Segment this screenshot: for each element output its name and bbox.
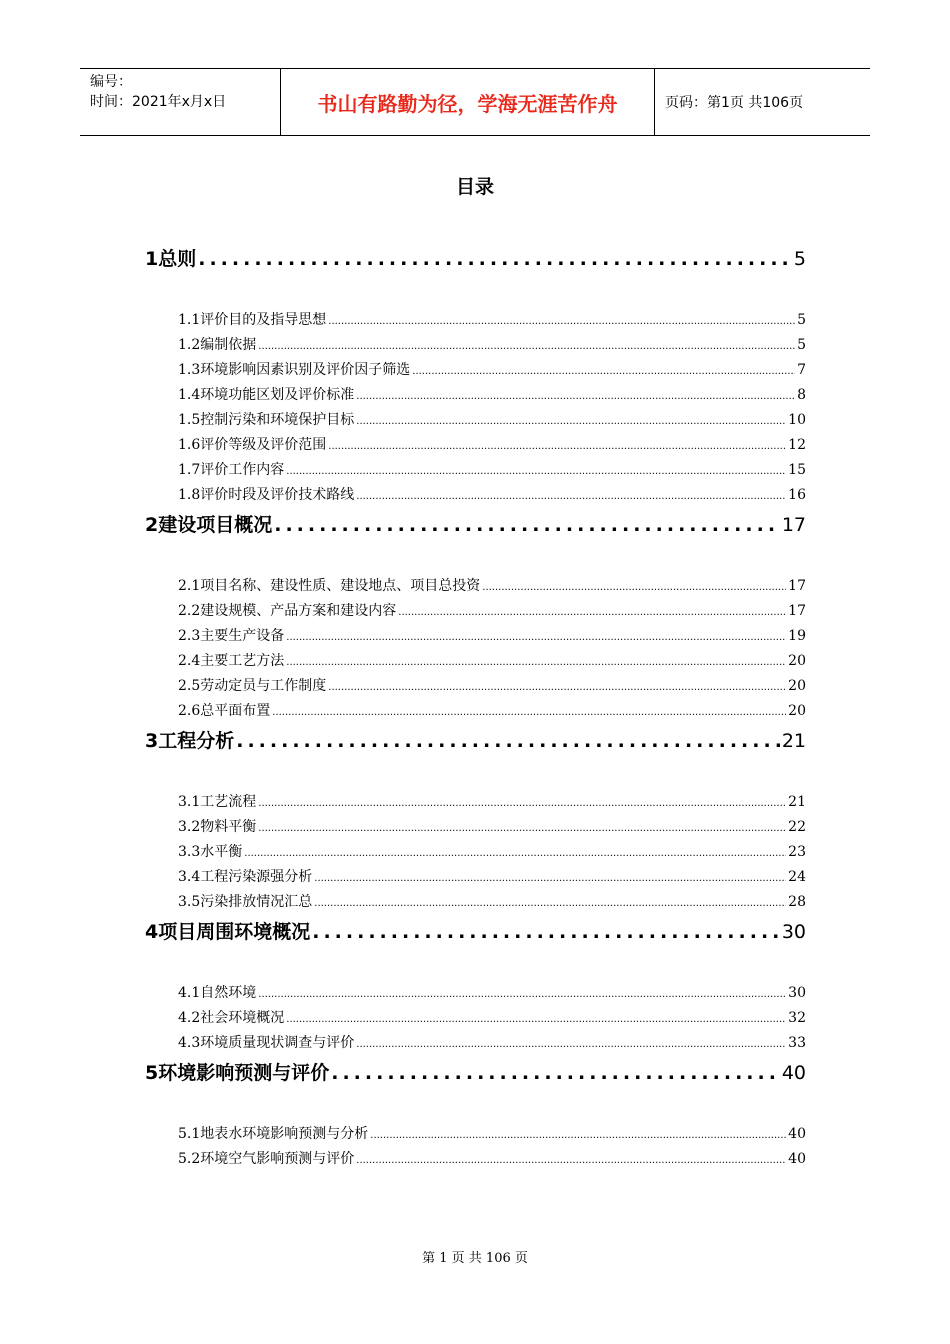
toc-leader-dots: [412, 359, 795, 384]
toc-section-page: 17: [788, 603, 806, 619]
toc-section-label: 1.3环境影响因素识别及评价因子筛选: [178, 362, 411, 378]
document-time-label: 时间：2021年x月x日: [90, 94, 227, 110]
toc-section-page: 16: [788, 487, 806, 503]
toc-section-entry[interactable]: [178, 433, 806, 458]
toc-section-page: 40: [788, 1151, 806, 1167]
table-of-contents: [145, 242, 806, 1172]
toc-leader-dots: [356, 1148, 786, 1173]
toc-leader-dots: [331, 1056, 780, 1090]
toc-leader-dots: [286, 1007, 786, 1032]
toc-chapter-label: 2建设项目概况: [145, 514, 273, 536]
toc-leader-dots: [272, 700, 786, 725]
toc-section-entry[interactable]: [178, 815, 806, 840]
toc-chapter-label: 4项目周围环境概况: [145, 921, 311, 943]
toc-section-page: 24: [788, 869, 806, 885]
toc-leader-dots: [286, 650, 786, 675]
toc-section-page: 32: [788, 1010, 806, 1026]
toc-section-page: 20: [788, 678, 806, 694]
toc-chapter-page: 21: [781, 730, 806, 752]
toc-leader-dots: [398, 600, 786, 625]
page-footer: 第 1 页 共 106 页: [422, 1251, 528, 1266]
toc-section-entry[interactable]: [178, 383, 806, 408]
toc-section-label: 3.2物料平衡: [178, 819, 257, 835]
toc-section-entry[interactable]: [178, 840, 806, 865]
toc-leader-dots: [356, 409, 786, 434]
document-number-label: 编号：: [90, 74, 132, 90]
toc-leader-dots: [328, 309, 795, 334]
toc-chapter-entry[interactable]: [145, 724, 806, 758]
toc-leader-dots: [356, 484, 786, 509]
toc-section-label: 4.1自然环境: [178, 985, 257, 1001]
toc-section-entry[interactable]: [178, 981, 806, 1006]
toc-section-label: 2.3主要生产设备: [178, 628, 285, 644]
toc-section-label: 3.3水平衡: [178, 844, 243, 860]
toc-leader-dots: [370, 1123, 786, 1148]
toc-section-page: 5: [797, 312, 806, 328]
toc-chapter-label: 1总则: [145, 248, 197, 270]
toc-leader-dots: [356, 1032, 786, 1057]
toc-section-entry[interactable]: [178, 308, 806, 333]
toc-section-label: 3.5污染排放情况汇总: [178, 894, 313, 910]
toc-section-entry[interactable]: [178, 890, 806, 915]
toc-section-entry[interactable]: [178, 1122, 806, 1147]
toc-section-entry[interactable]: [178, 624, 806, 649]
toc-section-page: 15: [788, 462, 806, 478]
toc-section-page: 10: [788, 412, 806, 428]
toc-leader-dots: [286, 459, 786, 484]
toc-section-page: 12: [788, 437, 806, 453]
toc-section-label: 3.4工程污染源强分析: [178, 869, 313, 885]
toc-section-label: 3.1工艺流程: [178, 794, 257, 810]
toc-section-label: 5.2环境空气影响预测与评价: [178, 1151, 355, 1167]
toc-leader-dots: [286, 625, 786, 650]
toc-section-page: 40: [788, 1126, 806, 1142]
toc-section-page: 23: [788, 844, 806, 860]
toc-leader-dots: [274, 508, 780, 542]
toc-section-page: 30: [788, 985, 806, 1001]
toc-section-page: 5: [797, 337, 806, 353]
toc-chapter-page: 40: [781, 1062, 806, 1084]
toc-leader-dots: [314, 891, 786, 916]
toc-leader-dots: [328, 675, 786, 700]
toc-chapter-page: 30: [781, 921, 806, 943]
toc-section-page: 19: [788, 628, 806, 644]
toc-leader-dots: [356, 384, 795, 409]
document-title: 目录: [455, 176, 494, 198]
toc-section-label: 1.1评价目的及指导思想: [178, 312, 327, 328]
toc-chapter-page: 5: [793, 248, 806, 270]
toc-leader-dots: [258, 982, 786, 1007]
toc-section-page: 28: [788, 894, 806, 910]
toc-leader-dots: [482, 575, 786, 600]
toc-spacer: [145, 276, 806, 308]
toc-section-entry[interactable]: [178, 674, 806, 699]
toc-section-label: 2.1项目名称、建设性质、建设地点、项目总投资: [178, 578, 481, 594]
toc-leader-dots: [328, 434, 786, 459]
toc-section-entry[interactable]: [178, 574, 806, 599]
toc-section-label: 2.6总平面布置: [178, 703, 271, 719]
toc-section-entry[interactable]: [178, 649, 806, 674]
toc-chapter-entry[interactable]: [145, 915, 806, 949]
toc-section-entry[interactable]: [178, 483, 806, 508]
toc-section-page: 33: [788, 1035, 806, 1051]
toc-section-entry[interactable]: [178, 458, 806, 483]
toc-section-label: 2.4主要工艺方法: [178, 653, 285, 669]
toc-chapter-label: 5环境影响预测与评价: [145, 1062, 330, 1084]
toc-section-entry[interactable]: [178, 1147, 806, 1172]
toc-leader-dots: [258, 816, 786, 841]
toc-section-page: 7: [797, 362, 806, 378]
toc-section-entry[interactable]: [178, 408, 806, 433]
toc-leader-dots: [314, 866, 786, 891]
toc-spacer: [145, 542, 806, 574]
toc-section-label: 4.2社会环境概况: [178, 1010, 285, 1026]
toc-spacer: [145, 1090, 806, 1122]
toc-leader-dots: [244, 841, 786, 866]
toc-chapter-entry[interactable]: [145, 1056, 806, 1090]
toc-section-page: 21: [788, 794, 806, 810]
toc-section-label: 1.4环境功能区划及评价标准: [178, 387, 355, 403]
toc-section-label: 1.2编制依据: [178, 337, 257, 353]
toc-section-page: 20: [788, 653, 806, 669]
toc-section-label: 5.1地表水环境影响预测与分析: [178, 1126, 369, 1142]
toc-section-label: 2.5劳动定员与工作制度: [178, 678, 327, 694]
header-meta: [80, 69, 281, 135]
header-motto: 书山有路勤为径，学海无涯苦作舟: [281, 69, 655, 135]
toc-section-page: 22: [788, 819, 806, 835]
toc-section-entry[interactable]: [178, 865, 806, 890]
page-header: [80, 68, 870, 136]
toc-leader-dots: [236, 724, 780, 758]
toc-spacer: [145, 758, 806, 790]
toc-section-label: 1.5控制污染和环境保护目标: [178, 412, 355, 428]
toc-section-label: 1.6评价等级及评价范围: [178, 437, 327, 453]
toc-section-entry[interactable]: [178, 790, 806, 815]
toc-section-page: 20: [788, 703, 806, 719]
toc-section-entry[interactable]: [178, 358, 806, 383]
toc-section-label: 2.2建设规模、产品方案和建设内容: [178, 603, 397, 619]
toc-spacer: [145, 949, 806, 981]
toc-section-entry[interactable]: [178, 699, 806, 724]
toc-leader-dots: [258, 334, 795, 359]
header-page-info: 页码：第1页 共106页: [665, 95, 804, 111]
toc-section-label: 4.3环境质量现状调查与评价: [178, 1035, 355, 1051]
toc-section-entry[interactable]: [178, 1006, 806, 1031]
toc-section-page: 17: [788, 578, 806, 594]
toc-section-entry[interactable]: [178, 333, 806, 358]
toc-chapter-page: 17: [781, 514, 806, 536]
toc-chapter-entry[interactable]: [145, 242, 806, 276]
toc-leader-dots: [198, 242, 792, 276]
toc-chapter-label: 3工程分析: [145, 730, 235, 752]
toc-section-entry[interactable]: [178, 1031, 806, 1056]
toc-section-label: 1.8评价时段及评价技术路线: [178, 487, 355, 503]
toc-chapter-entry[interactable]: [145, 508, 806, 542]
toc-leader-dots: [258, 791, 786, 816]
toc-section-page: 8: [797, 387, 806, 403]
toc-section-label: 1.7评价工作内容: [178, 462, 285, 478]
toc-section-entry[interactable]: [178, 599, 806, 624]
toc-leader-dots: [312, 915, 780, 949]
